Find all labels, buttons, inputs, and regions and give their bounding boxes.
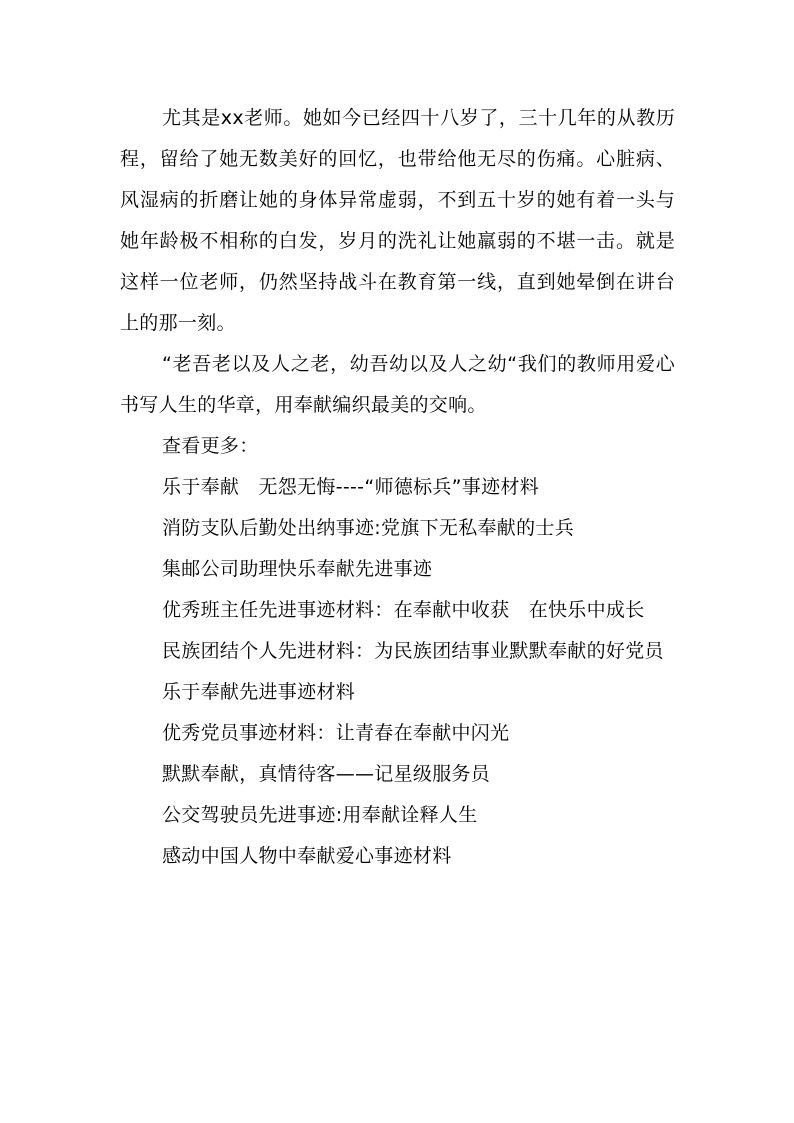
related-link[interactable]: 集邮公司助理快乐奉献先进事迹 — [162, 558, 433, 580]
related-link[interactable]: 优秀党员事迹材料：让青春在奉献中闪光 — [162, 722, 510, 744]
related-link[interactable]: 民族团结个人先进材料：为民族团结事业默默奉献的好党员 — [162, 640, 664, 662]
document-body — [120, 98, 675, 877]
related-link[interactable]: 乐于奉献先进事迹材料 — [162, 681, 356, 703]
related-link[interactable]: 消防支队后勤处出纳事迹:党旗下无私奉献的士兵 — [162, 517, 575, 539]
more-heading: 查看更多： — [162, 435, 259, 457]
body-paragraph: “老吾老以及人之老，幼吾幼以及人之幼“我们的教师用爱心书写人生的华章，用奉献编织最美的交响。 — [120, 353, 675, 416]
related-link[interactable]: 默默奉献，真情待客——记星级服务员 — [162, 763, 491, 785]
related-link[interactable]: 公交驾驶员先进事迹:用奉献诠释人生 — [162, 804, 478, 826]
related-link[interactable]: 乐于奉献 无怨无悔----“师德标兵”事迹材料 — [162, 476, 540, 498]
body-paragraph: 尤其是xx老师。她如今已经四十八岁了，三十几年的从教历程，留给了她无数美好的回忆，也带给他无尽的伤痛。心脏病、风湿病的折磨让她的身体异常虚弱，不到五十岁的她有着一头与她年龄极不相称的白发，岁月的洗礼让她羸弱的不堪一击。就是这样一位老师，仍然坚持战斗在教育第一线，直到她晕倒在讲台上的那一刻。 — [120, 107, 675, 334]
related-link[interactable]: 感动中国人物中奉献爱心事迹材料 — [162, 845, 452, 867]
related-link[interactable]: 优秀班主任先进事迹材料：在奉献中收获 在快乐中成长 — [162, 599, 645, 621]
